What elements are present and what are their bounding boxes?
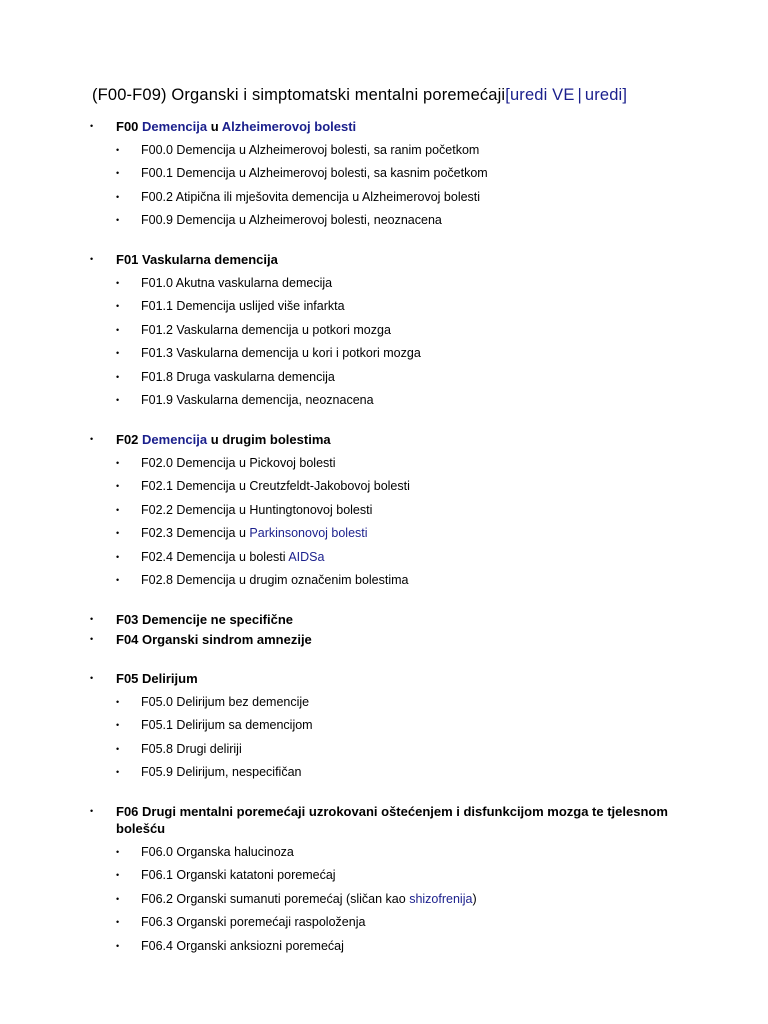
item-suffix: )	[472, 891, 477, 906]
section-f05	[0, 670, 768, 781]
list-item	[0, 741, 768, 758]
item-text: F01.2 Vaskularna demencija u potkori mozga	[141, 322, 391, 337]
edit-close-bracket: ]	[622, 86, 628, 104]
list-item	[0, 189, 768, 206]
section-f03	[0, 611, 768, 628]
list-item-f03	[0, 611, 768, 628]
list-item-f05	[0, 670, 768, 687]
bullet-icon: •	[116, 348, 120, 358]
bullet-icon: •	[116, 168, 120, 178]
item-text: F01.1 Demencija uslijed više infarkta	[141, 299, 345, 313]
bullet-icon: •	[116, 215, 120, 225]
bullet-icon: •	[116, 504, 120, 515]
item-text: F02.3 Demencija u	[141, 526, 246, 540]
f03-title: F03 Demencije ne specifične	[116, 612, 294, 627]
aids-link[interactable]: AIDSa	[288, 549, 325, 564]
bullet-icon: •	[90, 634, 94, 644]
demencija-link[interactable]: Demencija	[142, 432, 208, 447]
item-text: F00.2 Atipična ili mješovita demencija u Alzheimerovoj bolesti	[141, 189, 481, 204]
shizofrenija-link[interactable]: shizofrenija	[409, 891, 473, 906]
parkinson-link[interactable]: Parkinsonovoj bolesti	[249, 526, 368, 540]
bullet-icon: •	[90, 806, 94, 816]
list-item	[0, 572, 768, 589]
bullet-icon: •	[116, 870, 120, 880]
item-text: F02.8 Demencija u drugim označenim bolestima	[141, 573, 409, 587]
item-text: F01.8 Druga vaskularna demencija	[141, 369, 335, 384]
alzheimer-link[interactable]: Alzheimerovoj bolesti	[221, 119, 357, 134]
bullet-icon: •	[116, 144, 120, 155]
bullet-icon: •	[116, 191, 120, 202]
bullet-icon: •	[116, 551, 120, 562]
edit-ve-link[interactable]: uredi VE	[509, 86, 575, 104]
item-text: F05.8 Drugi deliriji	[141, 741, 242, 756]
f06-title: F06 Drugi mentalni poremećaji uzrokovani oštećenjem i disfunkcijom mozga te tjelesnom bolešću	[116, 804, 668, 836]
list-item	[0, 694, 768, 711]
item-text: F06.4 Organski anksiozni poremećaj	[141, 938, 344, 953]
bullet-icon: •	[116, 696, 120, 707]
item-text: F06.3 Organski poremećaji raspoloženja	[141, 915, 366, 929]
list-item-f04	[0, 631, 768, 648]
item-text: F02.2 Demencija u Huntingtonovoj bolesti	[141, 502, 373, 517]
edit-separator: |	[577, 86, 582, 104]
list-item	[0, 502, 768, 519]
list-item	[0, 212, 768, 229]
section-f04	[0, 631, 768, 648]
list-item	[0, 455, 768, 472]
f02-code: F02	[116, 432, 139, 447]
item-text: F06.0 Organska halucinoza	[141, 844, 294, 859]
bullet-icon: •	[90, 254, 94, 264]
list-item	[0, 369, 768, 386]
list-item	[0, 142, 768, 159]
bullet-icon: •	[116, 767, 120, 777]
item-text: F02.1 Demencija u Creutzfeldt-Jakobovoj bolesti	[141, 479, 410, 493]
bullet-icon: •	[90, 121, 94, 131]
bullet-icon: •	[116, 846, 120, 857]
bullet-icon: •	[116, 893, 120, 904]
demencija-link[interactable]: Demencija	[142, 119, 208, 134]
item-text: F00.1 Demencija u Alzheimerovoj bolesti, sa kasnim početkom	[141, 166, 488, 180]
item-text: F06.2 Organski sumanuti poremećaj (sličan kao	[141, 891, 406, 906]
bullet-icon: •	[116, 528, 120, 538]
bullet-icon: •	[116, 371, 120, 382]
list-item	[0, 891, 768, 908]
code-list	[0, 118, 768, 955]
list-item	[0, 867, 768, 884]
f05-title: F05 Delirijum	[116, 671, 198, 686]
f04-title: F04 Organski sindrom amnezije	[116, 632, 312, 647]
bullet-icon: •	[116, 917, 120, 927]
item-text: F01.9 Vaskularna demencija, neoznacena	[141, 393, 374, 407]
bullet-icon: •	[90, 673, 94, 683]
bullet-icon: •	[116, 324, 120, 335]
item-text: F02.4 Demencija u bolesti	[141, 549, 286, 564]
list-item	[0, 938, 768, 955]
list-item-f00	[0, 118, 768, 135]
f02-rest: u drugim bolestima	[210, 432, 331, 447]
list-item-f02	[0, 431, 768, 448]
f01-title: F01 Vaskularna demencija	[116, 252, 278, 267]
list-item	[0, 844, 768, 861]
section-f06	[0, 803, 768, 955]
bullet-icon: •	[116, 743, 120, 754]
edit-link[interactable]: uredi	[584, 86, 623, 104]
bullet-icon: •	[116, 575, 120, 585]
item-text: F00.0 Demencija u Alzheimerovoj bolesti, sa ranim početkom	[141, 142, 480, 157]
section-f01	[0, 251, 768, 409]
section-heading	[92, 84, 627, 106]
bullet-icon: •	[90, 434, 94, 444]
list-item	[0, 525, 768, 542]
list-item	[0, 165, 768, 182]
list-item	[0, 549, 768, 566]
bullet-icon: •	[116, 481, 120, 491]
bullet-icon: •	[116, 395, 120, 405]
bullet-icon: •	[116, 940, 120, 951]
item-text: F05.0 Delirijum bez demencije	[141, 694, 310, 709]
bullet-icon: •	[116, 277, 120, 288]
item-text: F01.0 Akutna vaskularna demecija	[141, 275, 333, 290]
section-f02	[0, 431, 768, 589]
list-item	[0, 322, 768, 339]
list-item-f06	[0, 803, 768, 837]
section-f00	[0, 118, 768, 229]
list-item-f01	[0, 251, 768, 268]
item-text: F02.0 Demencija u Pickovoj bolesti	[141, 455, 336, 470]
heading-title: (F00-F09) Organski i simptomatski mentalni poremećaji	[92, 86, 506, 104]
bullet-icon: •	[116, 457, 120, 468]
list-item	[0, 914, 768, 931]
item-text: F00.9 Demencija u Alzheimerovoj bolesti, neoznacena	[141, 213, 442, 227]
list-item	[0, 478, 768, 495]
item-text: F01.3 Vaskularna demencija u kori i potkori mozga	[141, 346, 421, 360]
bullet-icon: •	[90, 614, 94, 624]
bullet-icon: •	[116, 720, 120, 730]
f00-code: F00	[116, 119, 139, 134]
list-item	[0, 345, 768, 362]
f00-mid: u	[210, 119, 219, 134]
item-text: F05.9 Delirijum, nespecifičan	[141, 765, 302, 779]
list-item	[0, 717, 768, 734]
list-item	[0, 392, 768, 409]
item-text: F05.1 Delirijum sa demencijom	[141, 718, 313, 732]
item-text: F06.1 Organski katatoni poremećaj	[141, 868, 336, 882]
list-item	[0, 298, 768, 315]
list-item	[0, 764, 768, 781]
bullet-icon: •	[116, 301, 120, 311]
edit-open-bracket: [	[505, 86, 510, 104]
list-item	[0, 275, 768, 292]
